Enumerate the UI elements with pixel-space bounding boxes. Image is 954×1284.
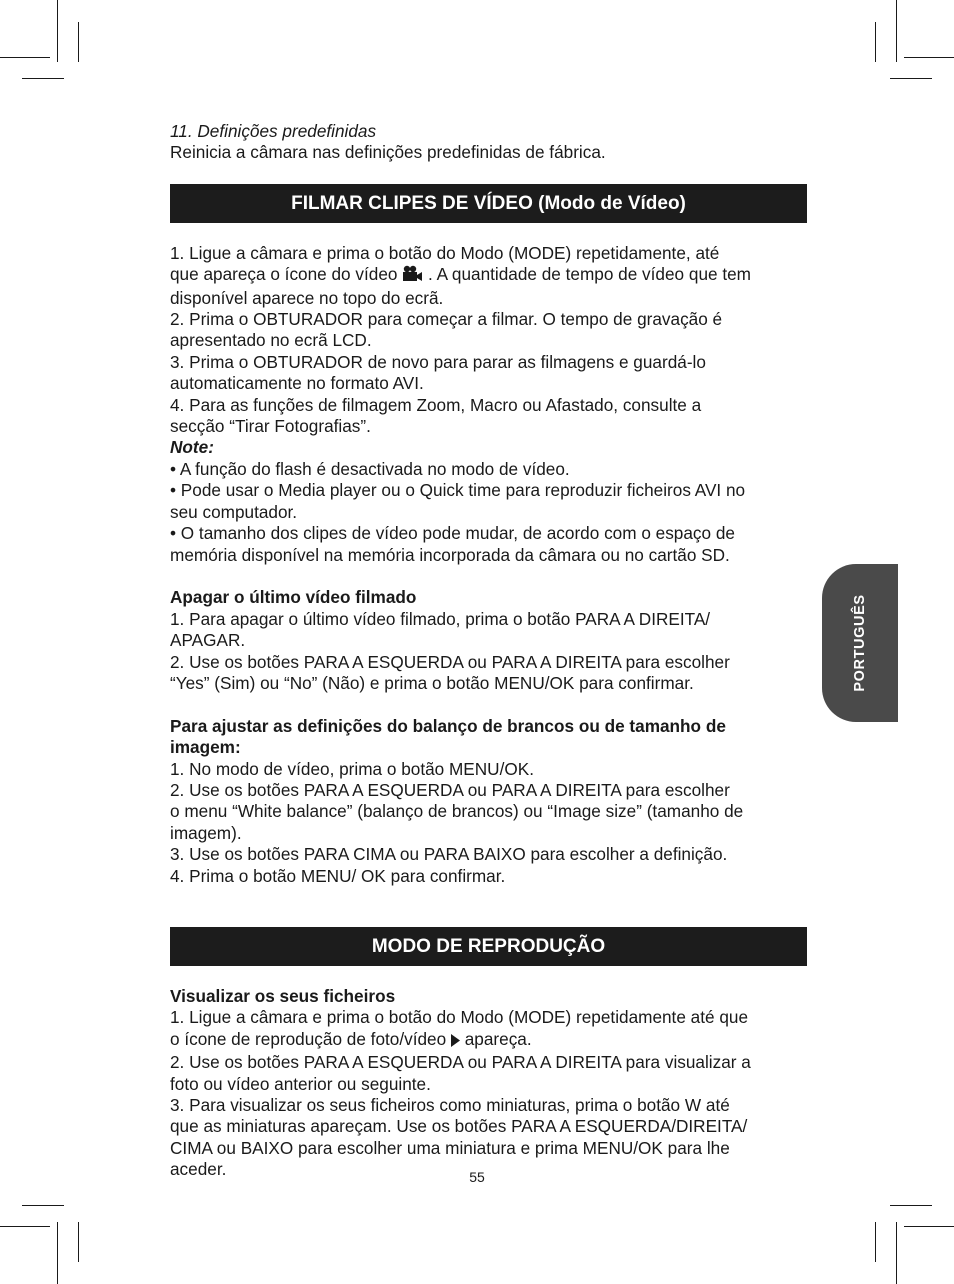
crop-mark <box>890 1205 932 1206</box>
settings-line-2: 2. Use os botões PARA A ESQUERDA ou PARA A DIREITA para escolher <box>170 779 730 800</box>
video-line-1: 1. Ligue a câmara e prima o botão do Modo (MODE) repetidamente, até <box>170 242 720 263</box>
video-line-2a: que apareça o ícone do vídeo <box>170 264 398 285</box>
playback-line-7: CIMA ou BAIXO para escolher uma miniatura e prima MENU/OK para lhe <box>170 1137 730 1158</box>
playback-line-1: 1. Ligue a câmara e prima o botão do Modo (MODE) repetidamente até que <box>170 1007 749 1028</box>
playback-line-5: 3. Para visualizar os seus ficheiros como miniaturas, prima o botão W até <box>170 1095 730 1115</box>
settings-heading-1: Para ajustar as definições do balanço de brancos ou de tamanho de <box>170 715 726 736</box>
delete-heading: Apagar o último vídeo filmado <box>170 587 417 608</box>
crop-mark <box>0 1226 50 1227</box>
settings-line-1: 1. No modo de vídeo, prima o botão MENU/OK. <box>170 758 534 779</box>
video-line-5: apresentado no ecrã LCD. <box>170 330 372 351</box>
video-line-3: disponível aparece no topo do ecrã. <box>170 287 444 308</box>
video-line-9: secção “Tirar Fotografias”. <box>170 416 371 437</box>
video-camera-icon <box>402 265 423 287</box>
note-2b: seu computador. <box>170 501 298 522</box>
note-label: Note: <box>170 437 214 458</box>
crop-mark <box>890 78 932 79</box>
video-line-4: 2. Prima o OBTURADOR para começar a filmar. O tempo de gravação é <box>170 309 723 330</box>
video-section-title: FILMAR CLIPES DE VÍDEO (Modo de Vídeo) <box>170 184 807 223</box>
delete-line-4: “Yes” (Sim) ou “No” (Não) e prima o botão MENU/OK para confirmar. <box>170 672 694 693</box>
crop-mark <box>904 57 954 58</box>
page-number: 55 <box>469 1169 485 1185</box>
crop-mark <box>875 1222 876 1262</box>
crop-mark <box>78 22 79 62</box>
crop-mark <box>896 0 897 62</box>
settings-line-5: 3. Use os botões PARA CIMA ou PARA BAIXO para escolher a definição. <box>170 844 728 865</box>
playback-line-3: 2. Use os botões PARA A ESQUERDA ou PARA A DIREITA para visualizar a <box>170 1052 751 1073</box>
note-3a: • O tamanho dos clipes de vídeo pode mudar, de acordo com o espaço de <box>170 523 735 544</box>
intro-heading: 11. Definições predefinidas <box>170 121 377 141</box>
video-line-8: 4. Para as funções de filmagem Zoom, Macro ou Afastado, consulte a <box>170 394 702 415</box>
playback-line-8: aceder. <box>170 1159 227 1180</box>
note-3b: memória disponível na memória incorporada da câmara ou no cartão SD. <box>170 544 730 565</box>
playback-line-2 <box>170 1029 810 1052</box>
settings-line-4: imagem). <box>170 822 242 843</box>
playback-line-2a: o ícone de reprodução de foto/vídeo <box>170 1028 447 1049</box>
crop-mark <box>57 0 58 62</box>
delete-line-3: 2. Use os botões PARA A ESQUERDA ou PARA A DIREITA para escolher <box>170 651 730 672</box>
settings-line-3: o menu “White balance” (balanço de brancos) ou “Image size” (tamanho de <box>170 801 744 822</box>
playback-line-4: foto ou vídeo anterior ou seguinte. <box>170 1073 431 1094</box>
crop-mark <box>57 1222 58 1284</box>
video-line-7: automaticamente no formato AVI. <box>170 373 424 394</box>
playback-line-2b: apareça. <box>464 1028 532 1049</box>
crop-mark <box>78 1222 79 1262</box>
settings-line-6: 4. Prima o botão MENU/ OK para confirmar. <box>170 865 506 886</box>
crop-mark <box>875 22 876 62</box>
playback-line-6: que as miniaturas apareçam. Use os botões PARA A ESQUERDA/DIREITA/ <box>170 1116 748 1137</box>
intro-text: Reinicia a câmara nas definições predefinidas de fábrica. <box>170 142 606 163</box>
video-line-2b: . A quantidade de tempo de vídeo que tem <box>428 264 751 285</box>
delete-line-2: APAGAR. <box>170 630 246 651</box>
crop-mark <box>22 78 64 79</box>
note-2a: • Pode usar o Media player ou o Quick time para reproduzir ficheiros AVI no <box>170 480 746 501</box>
video-line-6: 3. Prima o OBTURADOR de novo para parar as filmagens e guardá-lo <box>170 351 706 372</box>
video-line-2 <box>170 264 810 287</box>
crop-mark <box>0 57 50 58</box>
language-tab-label: PORTUGUÊS <box>852 594 868 692</box>
play-triangle-icon <box>451 1031 460 1052</box>
page-content <box>170 121 810 1181</box>
note-1: • A função do flash é desactivada no modo de vídeo. <box>170 458 570 479</box>
settings-heading-2: imagem: <box>170 737 241 758</box>
crop-mark <box>896 1222 897 1284</box>
crop-mark <box>22 1205 64 1206</box>
crop-mark <box>904 1226 954 1227</box>
delete-line-1: 1. Para apagar o último vídeo filmado, prima o botão PARA A DIREITA/ <box>170 608 711 629</box>
playback-heading: Visualizar os seus ficheiros <box>170 985 396 1006</box>
language-tab <box>822 564 898 722</box>
playback-section-title: MODO DE REPRODUÇÃO <box>170 927 807 966</box>
